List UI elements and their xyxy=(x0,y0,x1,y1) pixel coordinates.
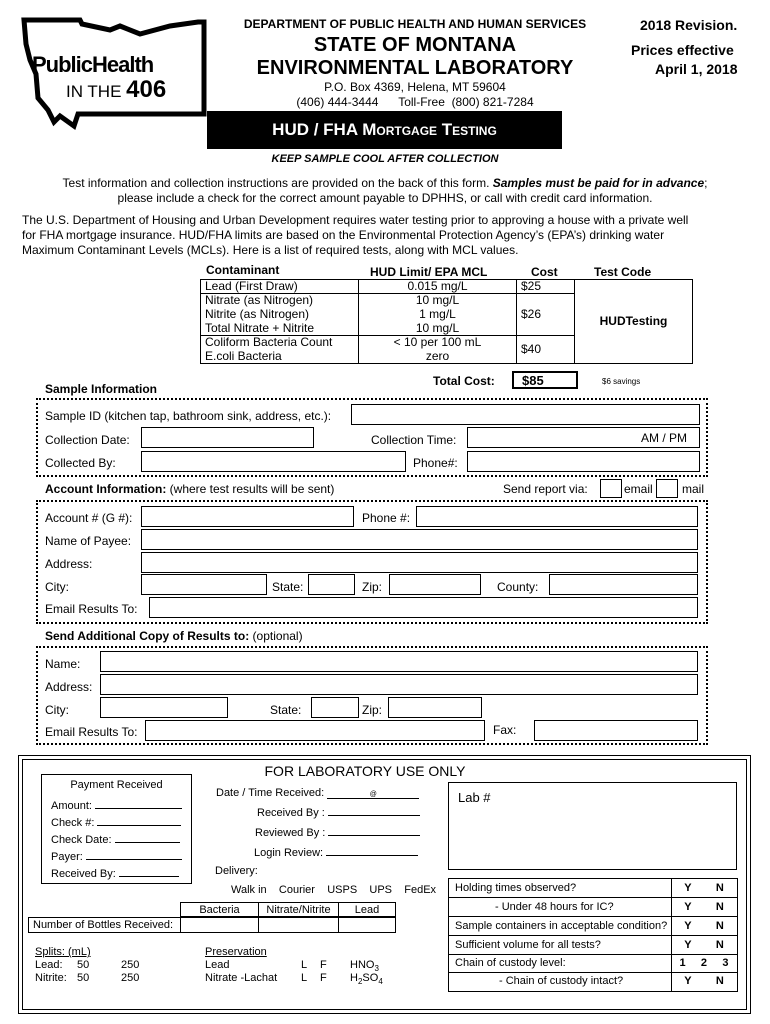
checks-table xyxy=(448,878,738,992)
payment-received-by: Received By: xyxy=(51,868,179,880)
account-phone-label: Phone #: xyxy=(362,511,411,525)
containers-yn[interactable]: Y N xyxy=(684,920,724,932)
delivery-walkin[interactable]: Walk in xyxy=(231,884,267,896)
holding-yn[interactable]: Y N xyxy=(684,882,724,894)
copy-zip-label: Zip: xyxy=(362,703,383,717)
copy-email-field[interactable] xyxy=(145,720,485,741)
bottle-table xyxy=(28,902,396,932)
account-zip-field[interactable] xyxy=(389,574,481,595)
account-city-field[interactable] xyxy=(141,574,267,595)
total-cost: $85 xyxy=(512,371,578,389)
sample-id-field[interactable] xyxy=(351,404,700,425)
col-cost: Cost xyxy=(531,265,558,279)
under48-yn[interactable]: Y N xyxy=(684,901,724,913)
copy-city-label: City: xyxy=(45,703,69,717)
pres-lead: Lead L F $HNO_3$ xyxy=(205,959,379,974)
intro-line1: Test information and collection instructions are provided on the back of this form. Samples must be paid for in advance; xyxy=(62,176,708,190)
bottle-col-lead: Lead xyxy=(338,902,396,917)
datetime-received: Date / Time Received: @ xyxy=(216,787,419,799)
account-county-label: County: xyxy=(497,580,539,594)
dept-name: DEPARTMENT OF PUBLIC HEALTH AND HUMAN SERVICES xyxy=(243,17,587,31)
copy-fax-label: Fax: xyxy=(493,723,517,737)
copy-email-label: Email Results To: xyxy=(45,725,138,739)
sample-heading: Sample Information xyxy=(45,382,158,396)
pres-nitrate: Nitrate -Lachat L F $H_2SO_4$ xyxy=(205,972,383,987)
payment-title: Payment Received xyxy=(70,779,163,791)
account-email-label: Email Results To: xyxy=(45,602,138,616)
savings-note: $6 savings xyxy=(602,377,641,386)
collected-by-field[interactable] xyxy=(141,451,406,472)
copy-state-field[interactable] xyxy=(311,697,359,718)
total-cost-label: Total Cost: xyxy=(433,374,495,388)
logo-line2: IN THE 406 xyxy=(66,76,167,103)
mail-option-label: mail xyxy=(682,482,705,496)
collection-date-field[interactable] xyxy=(141,427,314,448)
account-county-field[interactable] xyxy=(549,574,698,595)
collection-date-label: Collection Date: xyxy=(45,433,130,447)
account-no-field[interactable] xyxy=(141,506,354,527)
ampm-label[interactable]: AM / PM xyxy=(641,431,688,445)
split-lead: Lead: 50 250 xyxy=(35,959,140,971)
splits-title: Splits: (mL) xyxy=(35,946,91,958)
col-limit: HUD Limit/ EPA MCL xyxy=(370,265,488,279)
hud-para-line3: Maximum Contaminant Levels (MCLs). Here is a list of required tests, along with MCL values. xyxy=(22,243,519,257)
check-row-volume: Sufficient volume for all tests? Y N xyxy=(449,936,737,955)
check-row-48h: - Under 48 hours for IC? Y N xyxy=(449,898,737,917)
delivery-label: Delivery: xyxy=(215,865,258,877)
account-email-field[interactable] xyxy=(149,597,698,618)
intro-line2: please include a check for the correct amount payable to DPHHS, or call with credit card information. xyxy=(117,191,653,205)
col-contaminant: Contaminant xyxy=(206,263,280,277)
keep-cool-note: KEEP SAMPLE COOL AFTER COLLECTION xyxy=(271,153,499,165)
logo-line1: PublicHealth xyxy=(32,52,154,77)
hud-para-line2: for FHA mortgage insurance. HUD/FHA limits are based on the Environmental Protection Agency’s (EPA’s) drinking water xyxy=(22,228,665,242)
bottle-nitrate-field[interactable] xyxy=(258,917,338,933)
copy-name-label: Name: xyxy=(45,657,81,671)
delivery-ups[interactable]: UPS xyxy=(369,884,393,896)
table-cell: Lead (First Draw) xyxy=(201,280,359,294)
copy-heading: Send Additional Copy of Results to: (optional) xyxy=(45,629,303,643)
payment-amount: Amount: xyxy=(51,800,182,812)
email-checkbox[interactable] xyxy=(600,479,622,498)
copy-fax-field[interactable] xyxy=(534,720,698,741)
bottle-bacteria-field[interactable] xyxy=(180,917,258,933)
delivery-fedex[interactable]: FedEx xyxy=(404,884,437,896)
form-title-banner xyxy=(207,111,562,149)
mail-checkbox[interactable] xyxy=(656,479,678,498)
test-table: Lead (First Draw) 0.015 mg/L $25 HUDTesting Nitrate (as Nitrogen) 10 mg/L $26 Nitrite (as Nitrogen) 1 mg/L Total Nitrate + Nitrite 10 mg/L Coliform Bacteria Count < 10 per 100 mL $40 E.coli Bacteria zero xyxy=(200,279,693,364)
hud-para-line1: The U.S. Department of Housing and Urban Development requires water testing prior to approving a house with a private well xyxy=(22,213,689,227)
bottle-row-label: Number of Bottles Received: xyxy=(28,917,180,933)
reviewed-by: Reviewed By : xyxy=(255,827,420,839)
delivery-courier[interactable]: Courier xyxy=(278,884,315,896)
payment-check-date: Check Date: xyxy=(51,834,180,846)
account-state-label: State: xyxy=(272,580,304,594)
account-phone-field[interactable] xyxy=(416,506,698,527)
account-address-field[interactable] xyxy=(141,552,698,573)
check-row-holding: Holding times observed? Y N xyxy=(449,879,737,898)
copy-city-field[interactable] xyxy=(100,697,228,718)
lab-use-title: FOR LABORATORY USE ONLY xyxy=(264,763,466,779)
sample-id-label: Sample ID (kitchen tap, bathroom sink, address, etc.): xyxy=(45,409,332,423)
lab-number-label: Lab # xyxy=(458,790,491,805)
check-row-coc-level: Chain of custody level: 1 2 3 xyxy=(449,955,737,973)
lab-phones: (406) 444-3444 Toll-Free (800) 821-7284 xyxy=(296,95,534,109)
send-via-label: Send report via: xyxy=(503,482,588,496)
sample-phone-field[interactable] xyxy=(467,451,700,472)
preservation-title: Preservation xyxy=(205,946,267,958)
sample-phone-label: Phone#: xyxy=(413,456,458,470)
copy-address-field[interactable] xyxy=(100,674,698,695)
email-option-label: email xyxy=(624,482,653,496)
check-row-coc-intact: - Chain of custody intact? Y N xyxy=(449,973,737,991)
state-name: STATE OF MONTANA xyxy=(313,34,517,56)
account-address-label: Address: xyxy=(45,557,93,571)
collected-by-label: Collected By: xyxy=(45,456,116,470)
copy-address-label: Address: xyxy=(45,680,93,694)
account-no-label: Account # (G #): xyxy=(45,511,133,525)
volume-yn[interactable]: Y N xyxy=(684,939,724,951)
payment-payer: Payer: xyxy=(51,851,182,863)
collection-time-label: Collection Time: xyxy=(371,433,457,447)
prices-date: April 1, 2018 xyxy=(655,61,738,77)
account-zip-label: Zip: xyxy=(362,580,383,594)
account-city-label: City: xyxy=(45,580,69,594)
coc-level-options[interactable]: 1 2 3 xyxy=(679,957,729,969)
payee-field[interactable] xyxy=(141,529,698,550)
coc-intact-yn[interactable]: Y N xyxy=(684,975,724,987)
lab-name: ENVIRONMENTAL LABORATORY xyxy=(256,57,574,79)
copy-state-label: State: xyxy=(270,703,302,717)
split-nitrite: Nitrite: 50 250 xyxy=(35,972,140,984)
col-test-code: Test Code xyxy=(594,265,652,279)
account-heading: Account Information: (where test results will be sent) xyxy=(45,482,335,496)
form-title: HUD / FHA Mortgage Testing xyxy=(272,120,497,139)
bottle-col-nitrate: Nitrate/Nitrite xyxy=(258,902,338,917)
bottle-col-bacteria: Bacteria xyxy=(180,902,258,917)
delivery-usps[interactable]: USPS xyxy=(327,884,358,896)
check-row-containers: Sample containers in acceptable condition? Y N xyxy=(449,917,737,936)
login-review: Login Review: xyxy=(254,847,418,859)
received-by: Received By : xyxy=(257,807,420,819)
payment-check: Check #: xyxy=(51,817,181,829)
test-code-cell: HUDTesting xyxy=(575,280,693,364)
lab-number-box[interactable] xyxy=(448,782,737,870)
bottle-lead-field[interactable] xyxy=(338,917,396,933)
lab-address: P.O. Box 4369, Helena, MT 59604 xyxy=(324,80,506,94)
prices-effective: Prices effective xyxy=(631,42,734,58)
account-state-field[interactable] xyxy=(308,574,355,595)
payee-label: Name of Payee: xyxy=(45,534,132,548)
copy-zip-field[interactable] xyxy=(388,697,482,718)
revision: 2018 Revision. xyxy=(640,17,738,33)
delivery-options xyxy=(231,884,436,896)
logo xyxy=(20,14,210,132)
copy-name-field[interactable] xyxy=(100,651,698,672)
